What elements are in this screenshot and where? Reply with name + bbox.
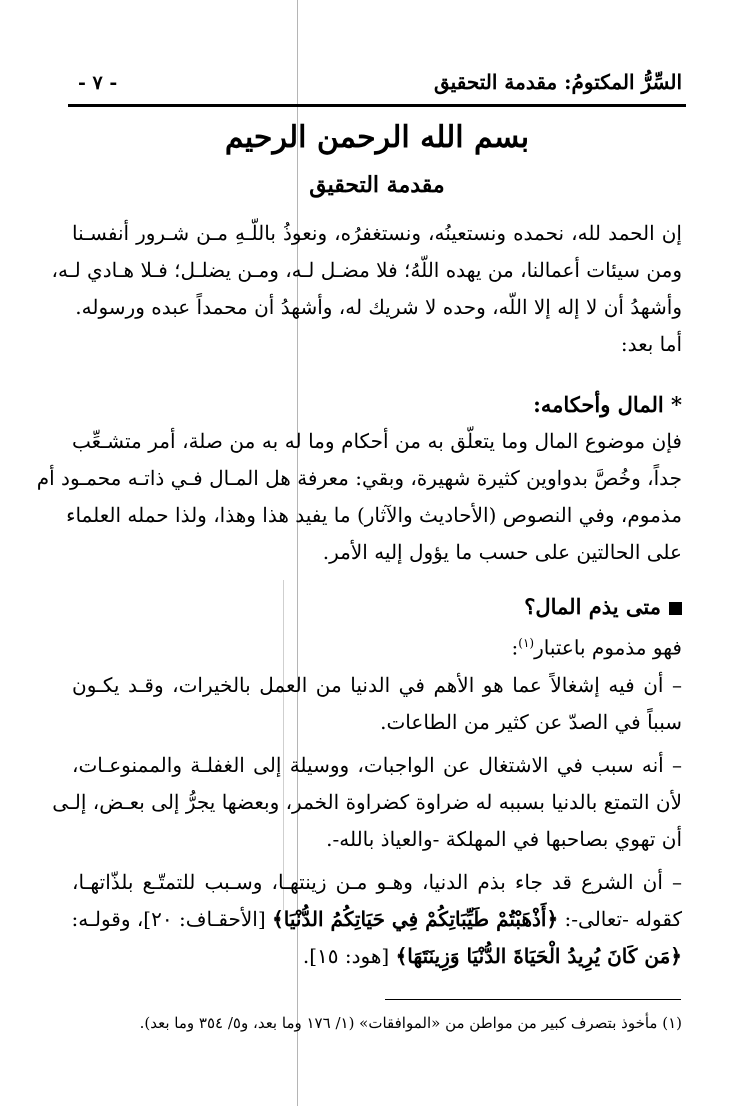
section-title: مقدمة التحقيق	[309, 172, 445, 198]
square-bullet-icon	[669, 602, 682, 615]
asterisk-marker: *	[671, 392, 682, 417]
running-header	[78, 68, 682, 104]
quran-quote: ﴿أَذْهَبْتُمْ طَيِّبَاتِكُمْ فِي حَيَاتِكُمُ الدُّنْيَا﴾	[272, 906, 559, 931]
section-when-money-blamed	[52, 588, 682, 975]
header-rule	[68, 104, 686, 107]
paragraph-line: فإن موضوع المال وما يتعلّق به من أحكام وما له به من صلة، أمر متشـعِّب	[72, 429, 682, 453]
point-line: – أن الشرع قد جاء بذم الدنيا، وهـو مـن زينتهـا، وسـبب للتمتّـع بلذّاتهـا،	[72, 869, 682, 894]
point-line: – أنه سبب في الاشتغال عن الواجبات، ووسيلة إلى الغفلـة والممنوعـات،	[72, 752, 682, 777]
section-heading	[72, 386, 682, 423]
section-heading-text: المال وأحكامه:	[533, 392, 664, 417]
point-line: – أن فيه إشغالاً عما هو الأهم في الدنيا من العمل بالخيرات، وقـد يكـون	[72, 672, 682, 697]
intro-line: إن الحمد لله، نحمده ونستعينُه، ونستغفرُه، ونعوذُ باللّـهِ مـن شـرور أنفسـنا	[72, 221, 682, 245]
section-money-rulings	[36, 386, 682, 571]
running-title: السِّرُّ المكتومُ: مقدمة التحقيق	[434, 70, 682, 94]
lead-text: فهو مذموم باعتبار	[534, 635, 682, 660]
lead-colon: :	[511, 635, 519, 660]
subsection-heading-text: متى يذم المال؟	[524, 594, 661, 619]
footnote-ref: (١)	[518, 636, 535, 650]
ama-baad: أما بعد:	[620, 332, 682, 356]
intro-paragraph	[51, 215, 682, 363]
paragraph-line: جداً، وخُصَّ بدواوين كثيرة شهيرة، وبقي: معرفة هل المـال فـي ذاتـه محمـود أم	[36, 466, 682, 490]
quran-line	[72, 938, 682, 975]
paragraph-line: على الحالتين على حسب ما يؤول إليه الأمر.	[322, 540, 682, 564]
lead-line	[72, 625, 682, 667]
point-text: كقوله -تعالى-:	[558, 906, 682, 931]
paragraph-line: مذموم، وفي النصوص (الأحاديث والآثار) ما يفيد هذا وهذا، ولذا حمله العلماء	[66, 503, 682, 527]
quran-reference: [الأحقـاف: ٢٠]، وقولـه:	[71, 906, 272, 931]
intro-line: ومن سيئات أعمالنا، من يهده اللّهُ؛ فلا مضـل لـه، ومـن يضلـل؛ فـلا هـادي لـه،	[51, 258, 682, 282]
point-line: لأن التمتع بالدنيا بسببه له ضراوة كضراوة الخمر، وبعضها يجرُّ إلى بعـض، إلـى	[52, 789, 682, 814]
footnote: (١) مأخوذ بتصرف كبير من مواطن من «الموافقات» (١/ ١٧٦ وما بعد، و٥/ ٣٥٤ وما بعد).	[139, 1014, 682, 1032]
basmala: بسم الله الرحمن الرحيم	[224, 120, 530, 155]
footnote-rule	[385, 999, 681, 1000]
quran-reference: [هود: ١٥].	[302, 943, 396, 968]
intro-line: وأشهدُ أن لا إله إلا اللّه، وحده لا شريك له، وأشهدُ أن محمداً عبده ورسوله.	[75, 295, 682, 319]
page-number: - ٧ -	[78, 72, 118, 94]
subsection-heading	[72, 588, 682, 625]
point-line: سبباً في الصدّ عن كثير من الطاعات.	[380, 709, 682, 734]
quran-line	[72, 901, 682, 938]
point-line: أن تهوي بصاحبها في المهلكة -والعياذ بالله-.	[326, 826, 682, 851]
quran-quote: ﴿مَن كَانَ يُرِيدُ الْحَيَاةَ الدُّنْيَا وَزِينَتَهَا﴾	[395, 943, 682, 968]
